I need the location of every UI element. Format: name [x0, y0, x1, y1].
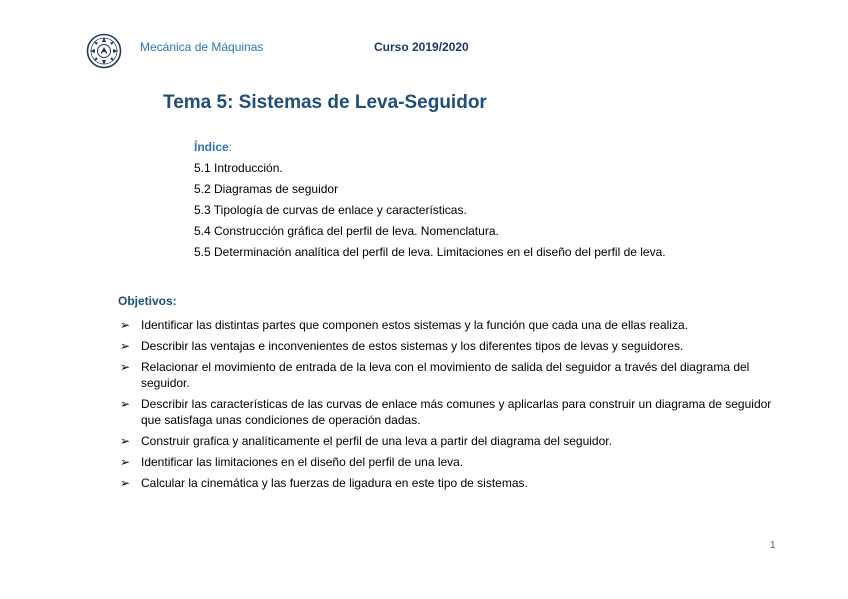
- arrow-bullet-icon: ➢: [120, 434, 131, 448]
- arrow-bullet-icon: ➢: [120, 360, 131, 374]
- index-item-5-3: 5.3 Tipología de curvas de enlace y características.: [194, 203, 467, 217]
- index-item-5-4: 5.4 Construcción gráfica del perfil de leva. Nomenclatura.: [194, 224, 499, 238]
- university-seal-icon: [86, 33, 122, 69]
- objective-text: Relacionar el movimiento de entrada de la leva con el movimiento de salida del seguidor a través del diagrama del seguidor.: [141, 360, 750, 390]
- objective-item: [118, 338, 788, 354]
- objectives-section: [118, 293, 788, 496]
- index-heading-text: Índice: [194, 140, 229, 154]
- index-heading: [194, 139, 666, 155]
- objective-text: Calcular la cinemática y las fuerzas de ligadura en este tipo de sistemas.: [141, 476, 528, 490]
- objective-item: [118, 454, 788, 470]
- objective-text: Describir las características de las curvas de enlace más comunes y aplicarlas para construir un diagrama de seguidor que satisfaga unas condiciones de operación dadas.: [141, 397, 772, 427]
- objective-item: [118, 317, 788, 333]
- objectives-heading: Objetivos:: [118, 294, 177, 308]
- objective-text: Construir grafica y analíticamente el perfil de una leva a partir del diagrama del seguidor.: [141, 434, 612, 448]
- course-year: Curso 2019/2020: [374, 40, 469, 54]
- index-item-5-2: 5.2 Diagramas de seguidor: [194, 182, 339, 196]
- objective-text: Identificar las distintas partes que componen estos sistemas y la función que cada una de ellas realiza.: [141, 318, 688, 332]
- index-item-5-5: 5.5 Determinación analítica del perfil de leva. Limitaciones en el diseño del perfil de leva.: [194, 245, 666, 259]
- index-section: [194, 139, 666, 265]
- arrow-bullet-icon: ➢: [120, 397, 131, 411]
- index-heading-colon: :: [228, 140, 233, 154]
- page-title: Tema 5: Sistemas de Leva-Seguidor: [163, 92, 487, 113]
- objective-text: Describir las ventajas e inconvenientes de estos sistemas y los diferentes tipos de levas y seguidores.: [141, 339, 684, 353]
- objective-item: [118, 396, 788, 428]
- index-item-5-1: 5.1 Introducción.: [194, 161, 283, 175]
- arrow-bullet-icon: ➢: [120, 318, 131, 332]
- arrow-bullet-icon: ➢: [120, 476, 131, 490]
- arrow-bullet-icon: ➢: [120, 455, 131, 469]
- course-name: Mecánica de Máquinas: [140, 40, 264, 54]
- page-number: 1: [770, 540, 776, 551]
- objectives-list: [118, 317, 788, 491]
- objective-item: [118, 475, 788, 491]
- objective-item: [118, 359, 788, 391]
- objective-text: Identificar las limitaciones en el diseño del perfil de una leva.: [141, 455, 464, 469]
- arrow-bullet-icon: ➢: [120, 339, 131, 353]
- objective-item: [118, 433, 788, 449]
